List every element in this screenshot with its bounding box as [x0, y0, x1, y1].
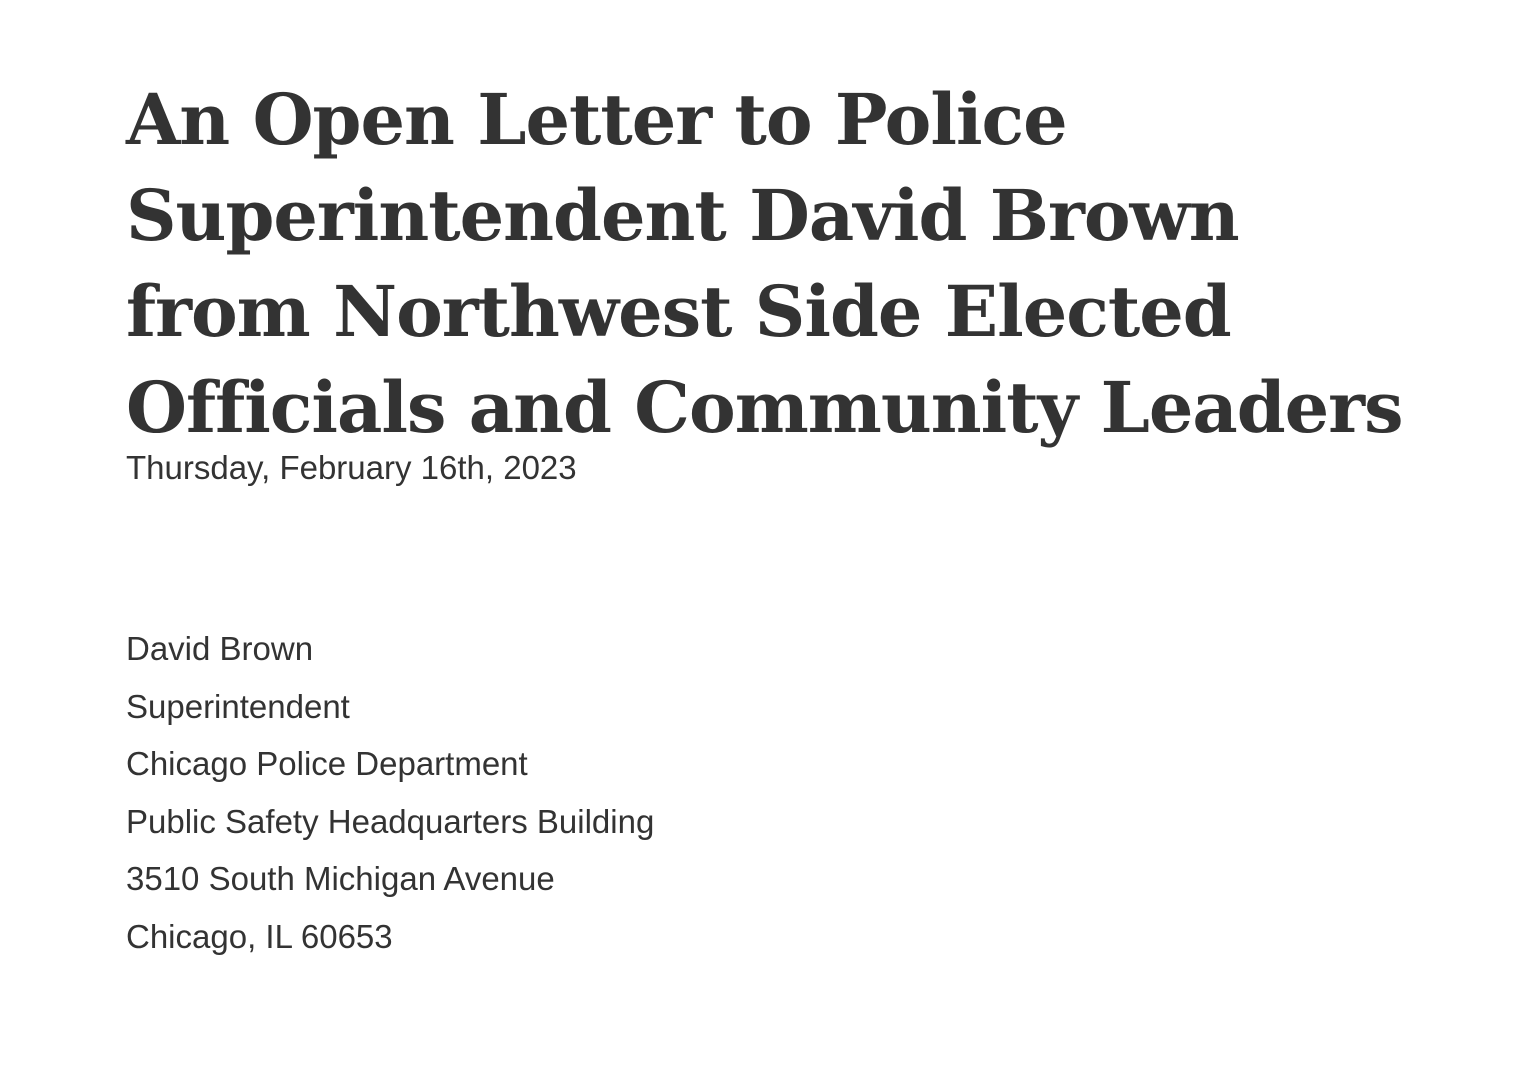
- recipient-name: David Brown: [126, 630, 314, 667]
- recipient-building: Public Safety Headquarters Building: [126, 802, 655, 840]
- title-line: Superintendent David Brown: [126, 174, 1239, 257]
- page-title: [126, 72, 1426, 456]
- letter-document: [126, 72, 1426, 966]
- recipient-title: Superintendent: [126, 687, 350, 725]
- letter-date: Thursday, February 16th, 2023: [126, 449, 577, 486]
- title-line: Officials and Community Leaders: [126, 366, 1403, 449]
- recipient-city-state-zip: Chicago, IL 60653: [126, 917, 393, 955]
- recipient-address-block: [126, 620, 1426, 966]
- title-line: from Northwest Side Elected: [126, 270, 1231, 353]
- title-line: An Open Letter to Police: [126, 78, 1067, 161]
- recipient-street: 3510 South Michigan Avenue: [126, 860, 555, 898]
- recipient-organization: Chicago Police Department: [126, 745, 528, 783]
